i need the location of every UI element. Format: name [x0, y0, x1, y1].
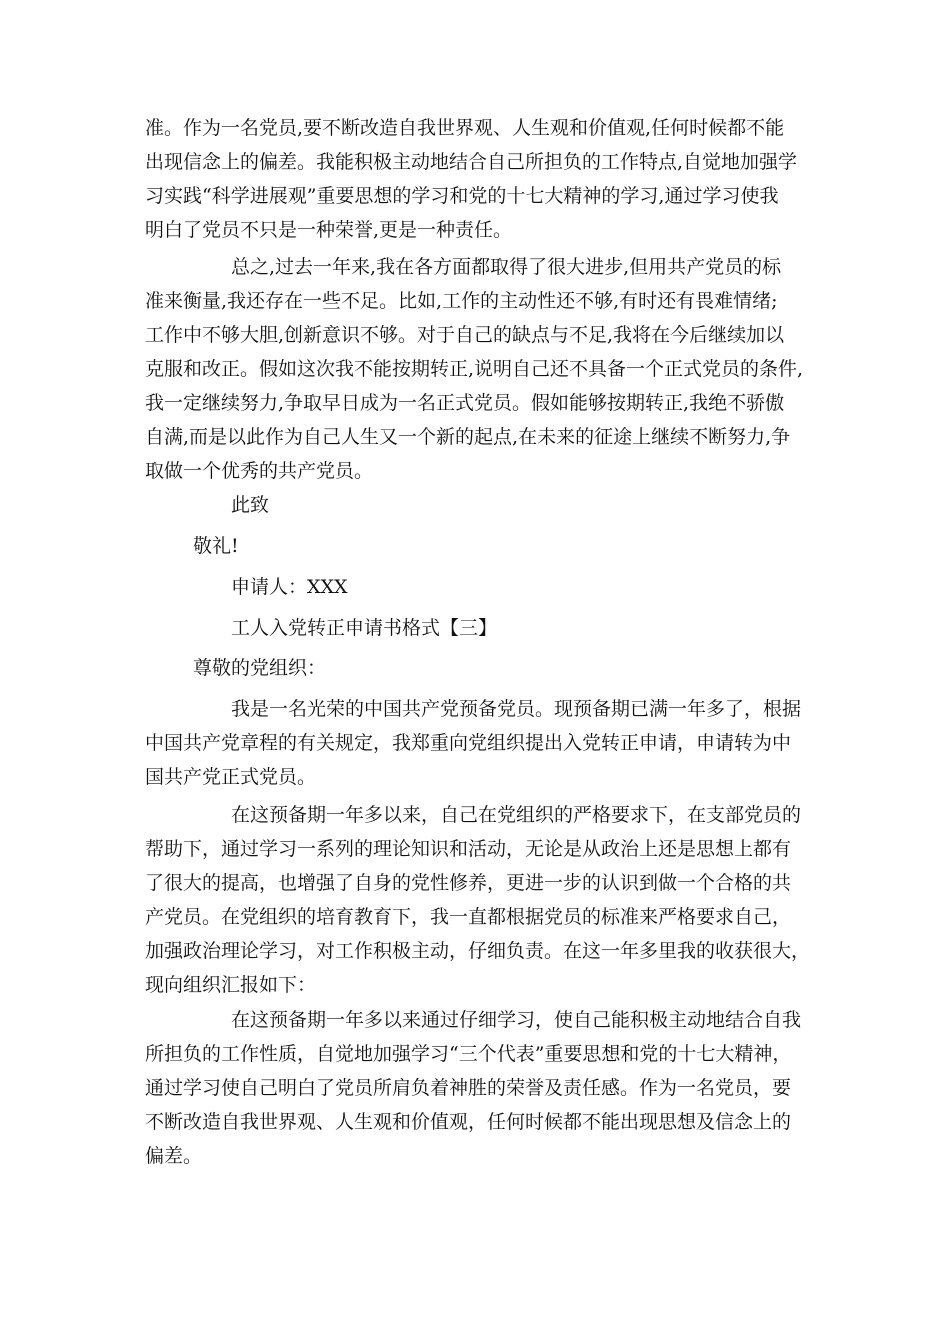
paragraph-intro: [145, 692, 805, 794]
paragraph-body: [145, 798, 811, 1002]
closing-salutation: [145, 488, 805, 522]
text-line: 我是一名光荣的中国共产党预备党员。现预备期已满一年多了，根据: [231, 698, 802, 720]
text-line: 加强政治理论学习，对工作积极主动，仔细负责。在这一年多里我的收获很大，: [145, 940, 811, 962]
applicant-signature: [145, 570, 805, 604]
text-line: 中国共产党章程的有关规定，我郑重向党组织提出入党转正申请，申请转为中: [145, 732, 792, 754]
text-line: 准来衡量,我还存在一些不足。比如,工作的主动性还不够,有时还有畏难情绪;: [145, 290, 778, 312]
text-line: 申请人：XXX: [231, 576, 348, 598]
paragraph-summary: [145, 250, 805, 488]
text-line: 现向组织汇报如下：: [145, 974, 317, 996]
text-line: 工人入党转正申请书格式【三】: [231, 617, 498, 639]
text-line: 我一定继续努力,争取早日成为一名正式党员。假如能够按期转正,我绝不骄傲: [145, 392, 785, 414]
text-line: 所担负的工作性质，自觉地加强学习“三个代表”重要思想和党的十七大精神，: [145, 1043, 792, 1065]
text-line: 明白了党员不只是一种荣誉,更是一种责任。: [145, 219, 513, 241]
closing-regards: [145, 529, 805, 563]
text-line: 工作中不够大胆,创新意识不够。对于自己的缺点与不足,我将在今后继续加以: [145, 324, 785, 346]
text-line: 尊敬的党组织：: [193, 657, 327, 679]
text-line: 此致: [231, 494, 270, 516]
text-line: 产党员。在党组织的培育教育下，我一直都根据党员的标准来严格要求自己，: [145, 906, 792, 928]
text-line: 帮助下，通过学习一系列的理论知识和活动，无论是从政治上还是思想上都有: [145, 838, 792, 860]
text-line: 总之,过去一年来,我在各方面都取得了很大进步,但用共产党员的标: [231, 256, 782, 278]
greeting: [145, 651, 805, 685]
paragraph-continuation: [145, 111, 805, 247]
text-line: 偏差。: [145, 1145, 203, 1167]
text-line: 敬礼!: [193, 535, 239, 557]
paragraph-body: [145, 1003, 805, 1173]
section-title: [145, 611, 805, 645]
text-line: 通过学习使自己明白了党员所肩负着神胜的荣誉及责任感。作为一名党员，要: [145, 1077, 792, 1099]
text-line: 克服和改正。假如这次我不能按期转正,说明自己还不具备一个正式党员的条件,: [145, 358, 804, 380]
text-line: 了很大的提高，也增强了自身的党性修养，更进一步的认识到做一个合格的共: [145, 872, 792, 894]
text-line: 准。作为一名党员,要不断改造自我世界观、人生观和价值观,任何时候都不能: [145, 117, 785, 139]
text-line: 取做一个优秀的共产党员。: [145, 460, 374, 482]
text-line: 国共产党正式党员。: [145, 766, 317, 788]
text-line: 在这预备期一年多以来，自己在党组织的严格要求下，在支部党员的: [231, 804, 802, 826]
text-line: 出现信念上的偏差。我能积极主动地结合自己所担负的工作特点,自觉地加强学: [145, 151, 798, 173]
text-line: 习实践“科学进展观”重要思想的学习和党的十七大精神的学习,通过学习使我: [145, 185, 779, 207]
text-line: 不断改造自我世界观、人生观和价值观，任何时候都不能出现思想及信念上的: [145, 1111, 792, 1133]
text-line: 自满,而是以此作为自己人生又一个新的起点,在未来的征途上继续不断努力,争: [145, 426, 791, 448]
text-line: 在这预备期一年多以来通过仔细学习，使自己能积极主动地结合自我: [231, 1009, 802, 1031]
